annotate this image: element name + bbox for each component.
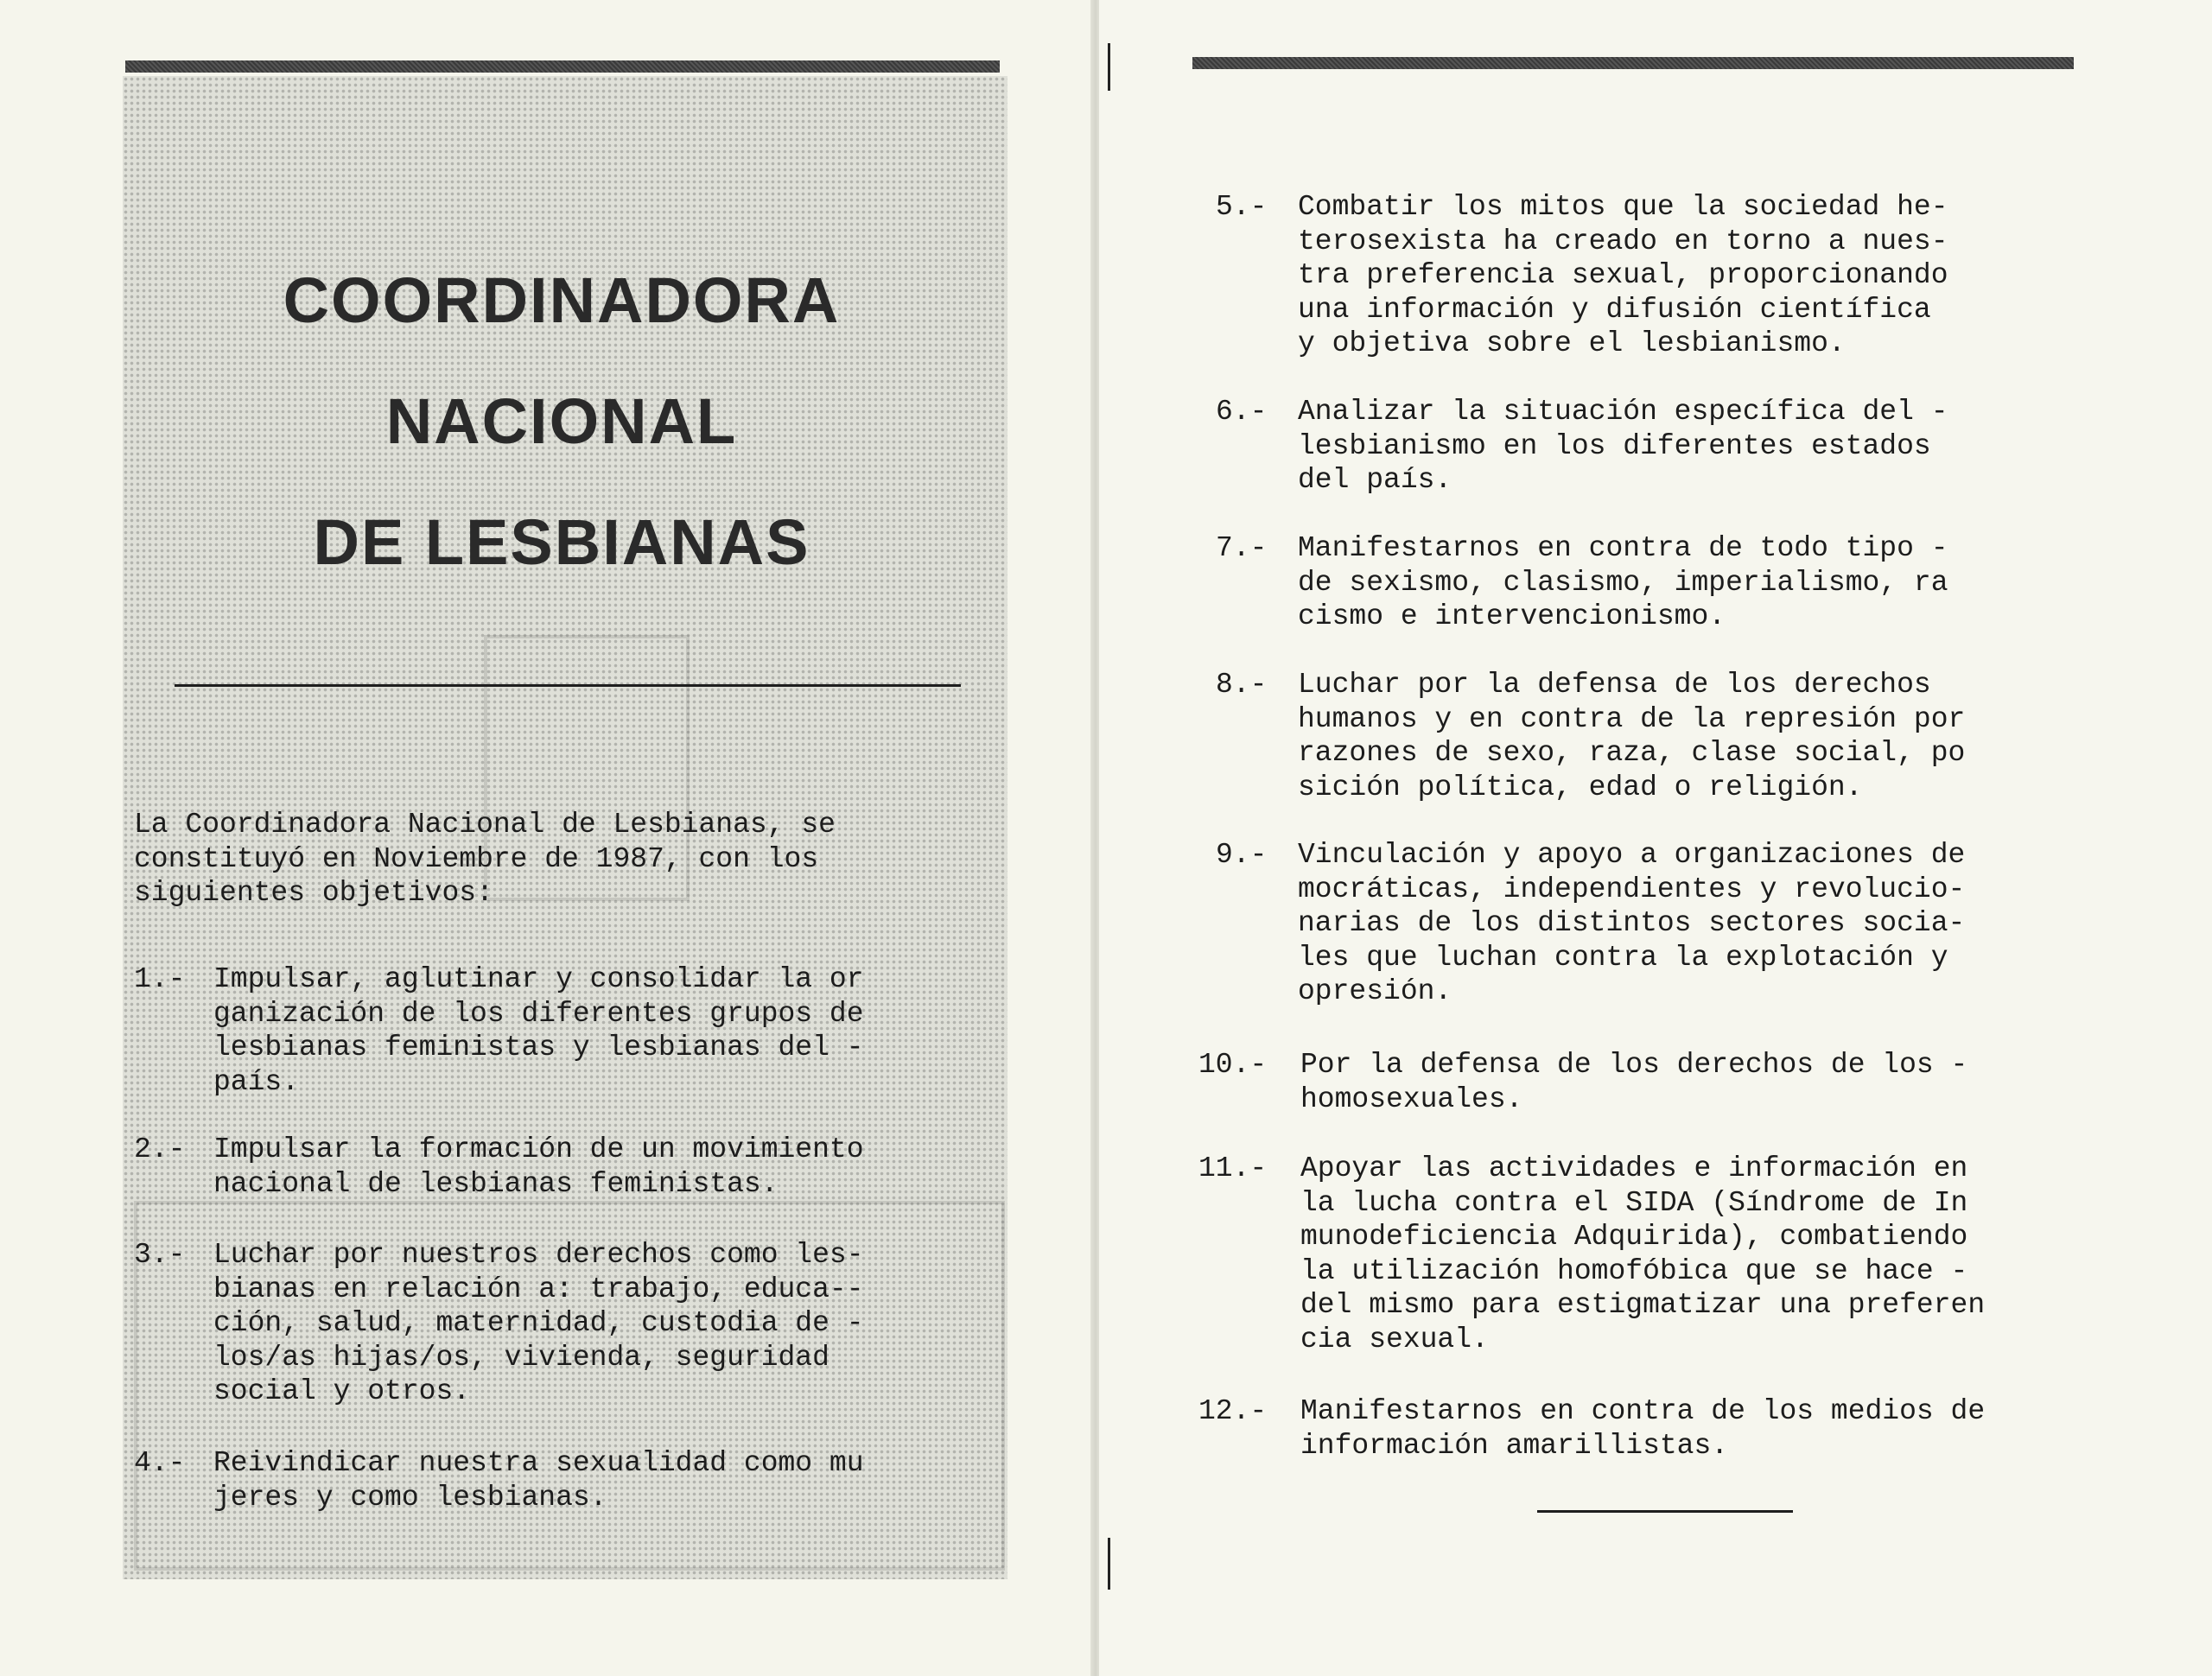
item-text: Luchar por la defensa de los derechos humanos y en contra de la represión por razones de sexo, raza, clase social, po sición política, edad o religión. bbox=[1298, 669, 1966, 803]
item-number: 5.- bbox=[1216, 191, 1268, 223]
left-page bbox=[0, 0, 1096, 1676]
right-page bbox=[1099, 0, 2212, 1676]
item-text: Apoyar las actividades e información en la lucha contra el SIDA (Síndrome de In munodeficiencia Adquirida), combatiendo la utilización homofóbica que se hace - del mismo para estigmatizar una preferen cia sexual. bbox=[1300, 1152, 1986, 1355]
item-number: 1.- bbox=[134, 963, 186, 995]
item-number: 9.- bbox=[1216, 839, 1268, 871]
title-line-2: NACIONAL bbox=[385, 385, 738, 457]
top-rule bbox=[125, 60, 1000, 73]
title-line-3: DE LESBIANAS bbox=[313, 506, 810, 578]
item-text: Impulsar la formación de un movimiento nacional de lesbianas feministas. bbox=[213, 1133, 864, 1200]
spine-mark bbox=[1108, 1538, 1110, 1590]
item-text: Luchar por nuestros derechos como les- bianas en relación a: trabajo, educa-- ción, salud, maternidad, custodia de - los/as hijas/os, vivienda, seguridad social y otros. bbox=[213, 1239, 864, 1407]
item-number: 6.- bbox=[1216, 396, 1268, 428]
item-number: 7.- bbox=[1216, 532, 1268, 564]
spine-mark bbox=[1108, 43, 1110, 91]
item-number: 2.- bbox=[134, 1133, 186, 1165]
item-number: 8.- bbox=[1216, 669, 1268, 701]
item-number: 3.- bbox=[134, 1239, 186, 1271]
item-number: 4.- bbox=[134, 1447, 186, 1479]
item-number: 12.- bbox=[1198, 1395, 1268, 1427]
item-text: Impulsar, aglutinar y consolidar la or ganización de los diferentes grupos de lesbianas feministas y lesbianas del - país. bbox=[213, 963, 864, 1098]
item-text: Vinculación y apoyo a organizaciones de mocráticas, independientes y revolucio- narias de los distintos sectores socia- les que luchan contra la explotación y opresión. bbox=[1298, 839, 1966, 1007]
title-line-1: COORDINADORA bbox=[283, 264, 841, 336]
item-number: 11.- bbox=[1198, 1152, 1268, 1184]
item-text: Por la defensa de los derechos de los - homosexuales. bbox=[1300, 1049, 1968, 1115]
closing-rule bbox=[1537, 1510, 1793, 1513]
item-number: 10.- bbox=[1198, 1049, 1268, 1081]
top-rule bbox=[1192, 57, 2074, 69]
item-text: Manifestarnos en contra de los medios de información amarillistas. bbox=[1300, 1395, 1986, 1462]
item-text: Manifestarnos en contra de todo tipo - de sexismo, clasismo, imperialismo, ra cismo e intervencionismo. bbox=[1298, 532, 1948, 632]
item-text: Combatir los mitos que la sociedad he- terosexista ha creado en torno a nues- tra preferencia sexual, proporcionando una información y difusión científica y objetiva sobre el lesbianismo. bbox=[1298, 191, 1948, 359]
item-text: Reivindicar nuestra sexualidad como mu jeres y como lesbianas. bbox=[213, 1447, 864, 1514]
divider-rule bbox=[175, 684, 961, 687]
intro-paragraph: La Coordinadora Nacional de Lesbianas, se constituyó en Noviembre de 1987, con los siguientes objetivos: bbox=[134, 809, 836, 909]
item-text: Analizar la situación específica del - lesbianismo en los diferentes estados del país. bbox=[1298, 396, 1948, 496]
